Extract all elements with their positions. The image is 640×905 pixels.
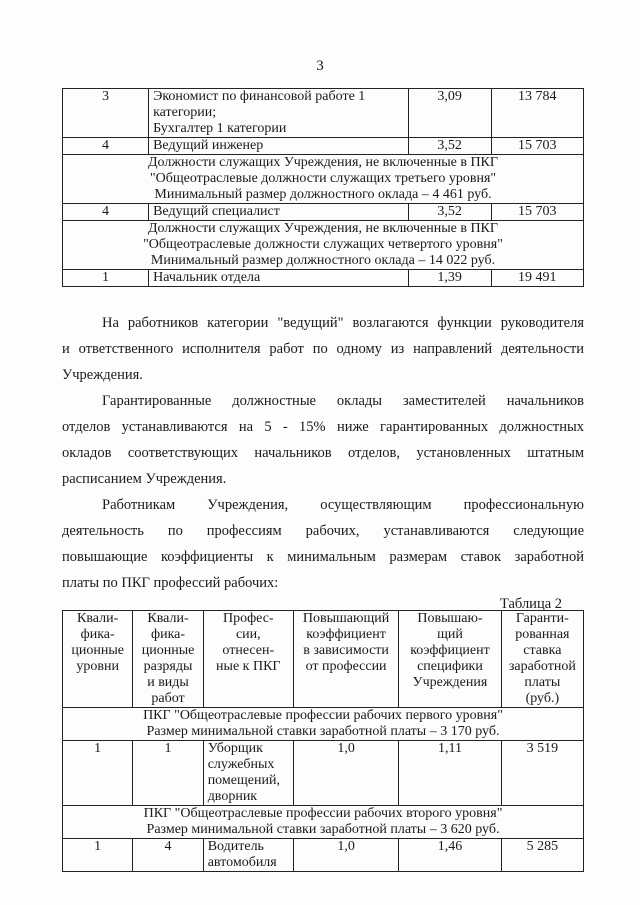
- row-number: 3: [63, 89, 149, 138]
- text-line: ПКГ "Общеотраслевые профессии рабочих второго уровня": [143, 806, 503, 821]
- text-line: автомобиля: [207, 855, 277, 870]
- group-header-row: [63, 708, 584, 741]
- column-header: [501, 611, 583, 708]
- table-row: [63, 839, 584, 872]
- text-line: Бухгалтер 1 категории: [153, 121, 287, 136]
- text-line: ные к ПКГ: [216, 659, 281, 674]
- text-line: и виды: [147, 675, 189, 690]
- column-header: [63, 611, 133, 708]
- group-header-cell: [63, 806, 584, 839]
- text-line: Водитель: [207, 839, 264, 854]
- table-row: [63, 89, 584, 138]
- text-line: категории;: [153, 105, 217, 120]
- profession-coefficient: 1,0: [293, 741, 398, 806]
- group-header-cell: [63, 221, 584, 270]
- guaranteed-rate: 3 519: [501, 741, 583, 806]
- paragraph-line: Учреждения.: [62, 367, 143, 383]
- institution-coefficient: 1,46: [399, 839, 501, 872]
- position-name: [149, 270, 409, 287]
- paragraph-line: Гарантированные должностные оклады заместителей начальников: [102, 393, 584, 409]
- text-line: Повышаю-: [417, 611, 483, 626]
- table-row: [63, 138, 584, 155]
- table-row: [63, 204, 584, 221]
- paragraph-line: платы по ПКГ профессий рабочих:: [62, 575, 279, 591]
- paragraph-line: Работникам Учреждения, осуществляющим профессиональную: [102, 497, 584, 513]
- coefficient: 3,09: [408, 89, 491, 138]
- paragraph-line: На работников категории "ведущий" возлагаются функции руководителя: [102, 315, 584, 331]
- text-line: специфики: [417, 659, 483, 674]
- paragraph-line: расписанием Учреждения.: [62, 471, 227, 487]
- salary: 19 491: [491, 270, 583, 287]
- position-name: [149, 204, 409, 221]
- text-line: рованная: [515, 627, 570, 642]
- text-line: коэффициент: [410, 643, 490, 658]
- paragraph-line: отделов устанавливаются на 5 - 15% ниже гарантированных должностных: [62, 419, 584, 435]
- text-line: Размер минимальной ставки заработной платы – 3 620 руб.: [146, 822, 500, 837]
- text-line: ционные: [71, 643, 124, 658]
- text-line: разряды: [143, 659, 193, 674]
- text-line: работ: [151, 691, 185, 706]
- column-header: [399, 611, 501, 708]
- text-line: Минимальный размер должностного оклада – 14 022 руб.: [150, 253, 496, 268]
- text-line: в зависимости: [303, 643, 389, 658]
- text-line: "Общеотраслевые должности служащих третьего уровня": [149, 171, 497, 186]
- column-header: [133, 611, 203, 708]
- profession: [203, 741, 293, 806]
- text-line: Профес-: [222, 611, 274, 626]
- coefficient: 3,52: [408, 138, 491, 155]
- institution-coefficient: 1,11: [399, 741, 501, 806]
- text-line: (руб.): [525, 691, 560, 706]
- table-row: [63, 741, 584, 806]
- text-line: от профессии: [305, 659, 387, 674]
- position-name: [149, 89, 409, 138]
- text-line: Квали-: [147, 611, 189, 626]
- table-row: [63, 270, 584, 287]
- text-line: Квали-: [77, 611, 119, 626]
- paragraph-line: и ответственного исполнителя работ по одному из направлений деятельности: [62, 341, 584, 357]
- text-line: Должности служащих Учреждения, не включенные в ПКГ: [147, 155, 498, 170]
- row-number: 4: [63, 204, 149, 221]
- text-line: Уборщик: [207, 741, 263, 756]
- guaranteed-rate: 5 285: [501, 839, 583, 872]
- paragraph-line: окладов соответствующих начальников отделов, установленных штатным: [62, 445, 584, 461]
- salary: 13 784: [491, 89, 583, 138]
- text-line: Учреждения: [412, 675, 488, 690]
- group-header-cell: [63, 708, 584, 741]
- body-paragraph: [62, 310, 584, 388]
- group-header-cell: [63, 155, 584, 204]
- column-header: [203, 611, 293, 708]
- column-header: [293, 611, 398, 708]
- row-number: 4: [63, 138, 149, 155]
- position-name: [149, 138, 409, 155]
- text-line: Экономист по финансовой работе 1: [153, 89, 366, 104]
- row-number: 1: [63, 270, 149, 287]
- text-line: Гаранти-: [515, 611, 569, 626]
- text-line: ПКГ "Общеотраслевые профессии рабочих первого уровня": [143, 708, 503, 723]
- body-paragraph: [62, 492, 584, 596]
- text-line: платы: [524, 675, 561, 690]
- body-paragraph: [62, 388, 584, 492]
- qualification-grade: 4: [133, 839, 203, 872]
- coefficient: 3,52: [408, 204, 491, 221]
- qualification-level: 1: [63, 741, 133, 806]
- salary: 15 703: [491, 138, 583, 155]
- text-line: Размер минимальной ставки заработной платы – 3 170 руб.: [146, 724, 500, 739]
- group-header-row: [63, 155, 584, 204]
- salary: 15 703: [491, 204, 583, 221]
- text-line: ционные: [141, 643, 195, 658]
- text-line: Повышающий: [302, 611, 390, 626]
- text-line: служебных: [207, 757, 275, 772]
- text-line: ставка: [523, 643, 562, 658]
- group-header-row: [63, 806, 584, 839]
- table-caption: Таблица 2: [500, 596, 563, 612]
- group-header-row: [63, 221, 584, 270]
- text-line: Минимальный размер должностного оклада – 4 461 руб.: [154, 187, 492, 202]
- text-line: Ведущий инженер: [153, 138, 264, 153]
- text-line: уровни: [76, 659, 119, 674]
- text-line: фика-: [151, 627, 186, 642]
- text-line: щий: [437, 627, 463, 642]
- paragraph-line: деятельность по профессиям рабочих, устанавливаются следующие: [62, 523, 584, 539]
- text-line: отнесен-: [222, 643, 275, 658]
- profession-coefficient: 1,0: [293, 839, 398, 872]
- text-line: фика-: [80, 627, 115, 642]
- qualification-level: 1: [63, 839, 133, 872]
- text-line: Ведущий специалист: [153, 204, 280, 219]
- text-line: заработной: [508, 659, 576, 674]
- text-line: Должности служащих Учреждения, не включенные в ПКГ: [147, 221, 498, 236]
- text-line: помещений,: [207, 773, 280, 788]
- profession: [203, 839, 293, 872]
- text-line: сии,: [235, 627, 261, 642]
- paragraph-line: повышающие коэффициенты к минимальным размерам ставок заработной: [62, 549, 584, 565]
- text-line: коэффициент: [306, 627, 386, 642]
- qualification-grade: 1: [133, 741, 203, 806]
- table-header-row: [63, 611, 584, 708]
- page-number: 3: [316, 58, 324, 74]
- text-line: дворник: [207, 789, 258, 804]
- text-line: "Общеотраслевые должности служащих четвертого уровня": [143, 237, 503, 252]
- workers-table: [62, 610, 584, 872]
- coefficient: 1,39: [408, 270, 491, 287]
- text-line: Начальник отдела: [153, 270, 261, 285]
- positions-table: [62, 88, 584, 287]
